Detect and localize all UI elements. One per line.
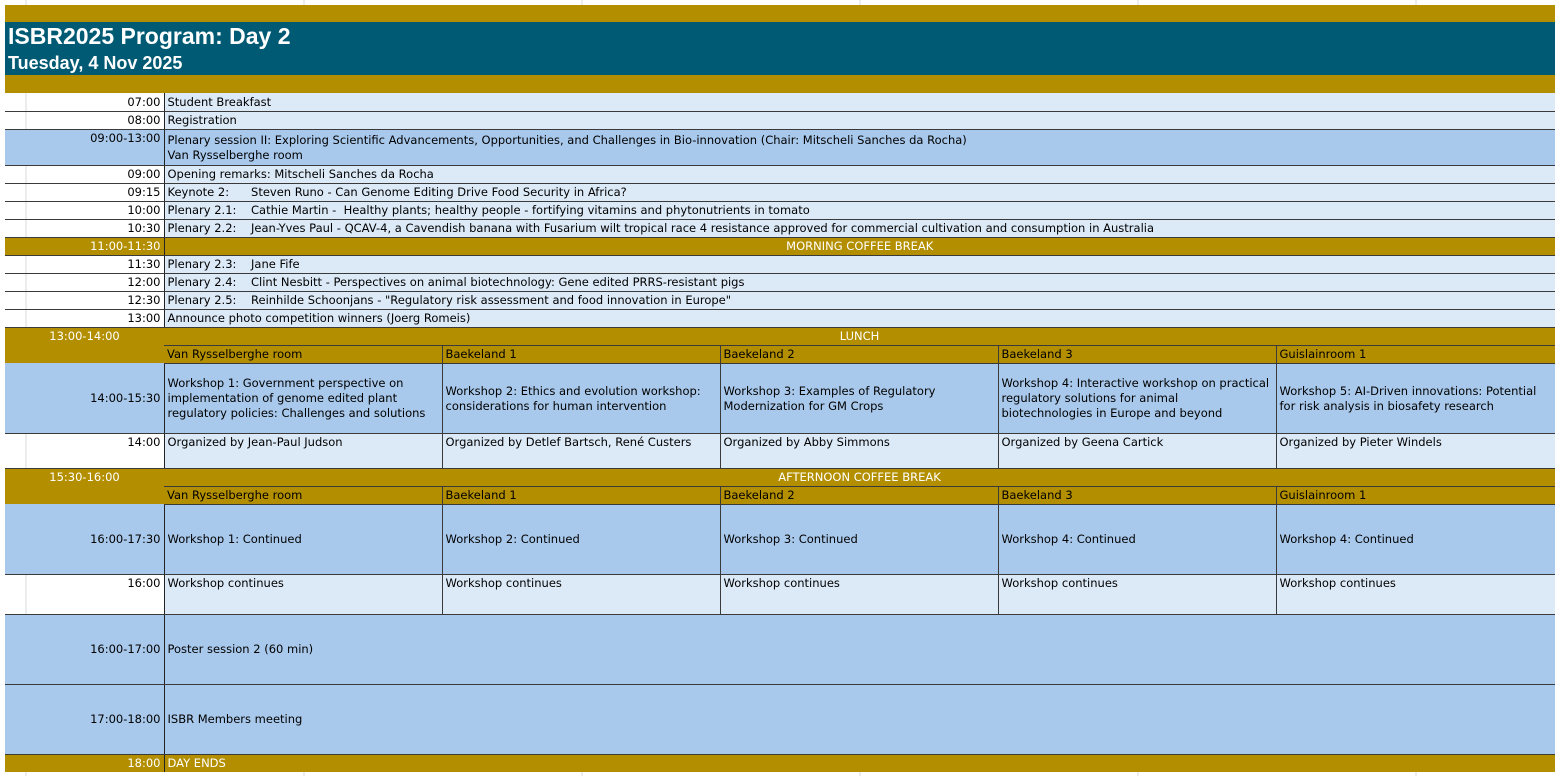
- plenary-session-room: Van Rysselberghe room: [167, 147, 303, 162]
- workshop-continues-row: [5, 574, 1555, 614]
- time-cell[interactable]: 09:00: [5, 165, 164, 183]
- organizer-row: [5, 433, 1555, 468]
- time-cell[interactable]: 09:15: [5, 183, 164, 201]
- time-cell[interactable]: 18:00: [5, 754, 164, 772]
- lunch-label[interactable]: LUNCH: [164, 327, 1555, 345]
- workshop-continues-cell[interactable]: Workshop continues: [442, 574, 720, 614]
- time-cell[interactable]: 11:30: [5, 255, 164, 273]
- time-cell[interactable]: 07:00: [5, 93, 164, 111]
- event-cell[interactable]: Plenary 2.5: Reinhilde Schoonjans - "Regulatory risk assessment and food innovation in Europe": [164, 291, 1555, 309]
- time-cell[interactable]: 14:00-15:30: [5, 363, 164, 433]
- lunch-row: [5, 327, 1555, 345]
- workshop-continued[interactable]: Workshop 1: Continued: [164, 504, 442, 574]
- gold-divider: [5, 75, 1555, 93]
- event-cell[interactable]: Announce photo competition winners (Joerg Romeis): [164, 309, 1555, 327]
- time-cell[interactable]: 12:00: [5, 273, 164, 291]
- time-cell[interactable]: 16:00-17:00: [5, 614, 164, 684]
- schedule-row: [5, 111, 1555, 129]
- members-meeting-row: [5, 684, 1555, 754]
- time-cell[interactable]: 16:00: [5, 574, 164, 614]
- schedule-row: [5, 201, 1555, 219]
- room-header[interactable]: Baekeland 3: [998, 345, 1276, 363]
- workshop-title[interactable]: Workshop 1: Government perspective on implementation of genome edited plant regulatory policies: Challenges and solutions: [164, 363, 442, 433]
- workshop-continues-cell[interactable]: Workshop continues: [998, 574, 1276, 614]
- schedule-row: [5, 93, 1555, 111]
- workshop-continued[interactable]: Workshop 2: Continued: [442, 504, 720, 574]
- schedule-row: [5, 183, 1555, 201]
- workshop-continues-cell[interactable]: Workshop continues: [1276, 574, 1555, 614]
- room-header[interactable]: Baekeland 3: [998, 486, 1276, 504]
- workshop-continues-cell[interactable]: Workshop continues: [720, 574, 998, 614]
- workshop-row: [5, 363, 1555, 433]
- room-header[interactable]: Guislainroom 1: [1276, 345, 1555, 363]
- schedule-row: [5, 309, 1555, 327]
- time-cell[interactable]: 13:00: [5, 309, 164, 327]
- organizer-cell[interactable]: Organized by Abby Simmons: [720, 433, 998, 468]
- event-cell[interactable]: Plenary 2.2: Jean-Yves Paul - QCAV-4, a Cavendish banana with Fusarium wilt tropical race 4 resistance approved for commercial cultivation and consumption in Australia: [164, 219, 1555, 237]
- top-banner: [5, 5, 1555, 22]
- workshop-title[interactable]: Workshop 5: AI-Driven innovations: Potential for risk analysis in biosafety research: [1276, 363, 1555, 433]
- schedule-row: [5, 255, 1555, 273]
- title-row: [5, 22, 1555, 50]
- schedule-row: [5, 273, 1555, 291]
- workshop-continued[interactable]: Workshop 4: Continued: [998, 504, 1276, 574]
- break-row: [5, 237, 1555, 255]
- room-header-row: [5, 345, 1555, 363]
- event-cell[interactable]: Plenary 2.3: Jane Fife: [164, 255, 1555, 273]
- time-cell[interactable]: 16:00-17:30: [5, 504, 164, 574]
- room-header[interactable]: Baekeland 1: [442, 345, 720, 363]
- event-cell[interactable]: Keynote 2: Steven Runo - Can Genome Editing Drive Food Security in Africa?: [164, 183, 1555, 201]
- schedule-row: [5, 219, 1555, 237]
- poster-session-cell[interactable]: Poster session 2 (60 min): [164, 614, 1555, 684]
- time-cell[interactable]: 14:00: [5, 433, 164, 468]
- members-meeting-cell[interactable]: ISBR Members meeting: [164, 684, 1555, 754]
- room-header[interactable]: Van Rysselberghe room: [164, 486, 442, 504]
- day-ends-row: [5, 754, 1555, 772]
- program-sheet: [5, 5, 1555, 772]
- event-cell[interactable]: Opening remarks: Mitscheli Sanches da Rocha: [164, 165, 1555, 183]
- morning-coffee-break[interactable]: MORNING COFFEE BREAK: [164, 237, 1555, 255]
- room-header[interactable]: Baekeland 1: [442, 486, 720, 504]
- room-header[interactable]: Van Rysselberghe room: [164, 345, 442, 363]
- workshop-title[interactable]: Workshop 4: Interactive workshop on practical regulatory solutions for animal biotechnologies in Europe and beyond: [998, 363, 1276, 433]
- schedule-row: [5, 165, 1555, 183]
- workshop-continued[interactable]: Workshop 4: Continued: [1276, 504, 1555, 574]
- event-cell[interactable]: Registration: [164, 111, 1555, 129]
- page-subtitle: Tuesday, 4 Nov 2025: [5, 50, 1555, 75]
- plenary-session-row: [5, 129, 1555, 165]
- room-header[interactable]: Baekeland 2: [720, 486, 998, 504]
- subtitle-row: [5, 50, 1555, 75]
- event-cell[interactable]: Plenary 2.4: Clint Nesbitt - Perspectives on animal biotechnology: Gene edited PRRS-resistant pigs: [164, 273, 1555, 291]
- time-cell[interactable]: 08:00: [5, 111, 164, 129]
- time-cell[interactable]: 09:00-13:00: [5, 129, 164, 165]
- organizer-cell[interactable]: Organized by Geena Cartick: [998, 433, 1276, 468]
- workshop-continues-cell[interactable]: Workshop continues: [164, 574, 442, 614]
- organizer-cell[interactable]: Organized by Jean-Paul Judson: [164, 433, 442, 468]
- gold-divider-row: [5, 75, 1555, 93]
- event-cell[interactable]: Student Breakfast: [164, 93, 1555, 111]
- organizer-cell[interactable]: Organized by Pieter Windels: [1276, 433, 1555, 468]
- time-cell[interactable]: 17:00-18:00: [5, 684, 164, 754]
- room-header[interactable]: Guislainroom 1: [1276, 486, 1555, 504]
- event-cell[interactable]: Plenary 2.1: Cathie Martin - Healthy plants; healthy people - fortifying vitamins and phytonutrients in tomato: [164, 201, 1555, 219]
- workshop-title[interactable]: Workshop 2: Ethics and evolution workshop: considerations for human intervention: [442, 363, 720, 433]
- poster-session-row: [5, 614, 1555, 684]
- time-cell[interactable]: 15:30-16:00: [5, 468, 164, 504]
- workshop-title[interactable]: Workshop 3: Examples of Regulatory Modernization for GM Crops: [720, 363, 998, 433]
- organizer-cell[interactable]: Organized by Detlef Bartsch, René Custers: [442, 433, 720, 468]
- break-row: [5, 468, 1555, 486]
- workshop-continued[interactable]: Workshop 3: Continued: [720, 504, 998, 574]
- plenary-session-cell[interactable]: [164, 129, 1555, 165]
- workshop-continued-row: [5, 504, 1555, 574]
- time-cell[interactable]: 10:00: [5, 201, 164, 219]
- schedule-row: [5, 291, 1555, 309]
- room-header[interactable]: Baekeland 2: [720, 345, 998, 363]
- top-banner-row: [5, 5, 1555, 22]
- room-header-row: [5, 486, 1555, 504]
- plenary-session-title: Plenary session II: Exploring Scientific Advancements, Opportunities, and Challenges in Bio-innovation (Chair: Mitscheli Sanches da Rocha): [167, 132, 967, 147]
- time-cell[interactable]: 12:30: [5, 291, 164, 309]
- page-title: ISBR2025 Program: Day 2: [5, 22, 1555, 50]
- afternoon-coffee-break[interactable]: AFTERNOON COFFEE BREAK: [164, 468, 1555, 486]
- time-cell[interactable]: 13:00-14:00: [5, 327, 164, 363]
- day-ends-cell[interactable]: DAY ENDS: [164, 754, 1555, 772]
- time-cell[interactable]: 11:00-11:30: [5, 237, 164, 255]
- time-cell[interactable]: 10:30: [5, 219, 164, 237]
